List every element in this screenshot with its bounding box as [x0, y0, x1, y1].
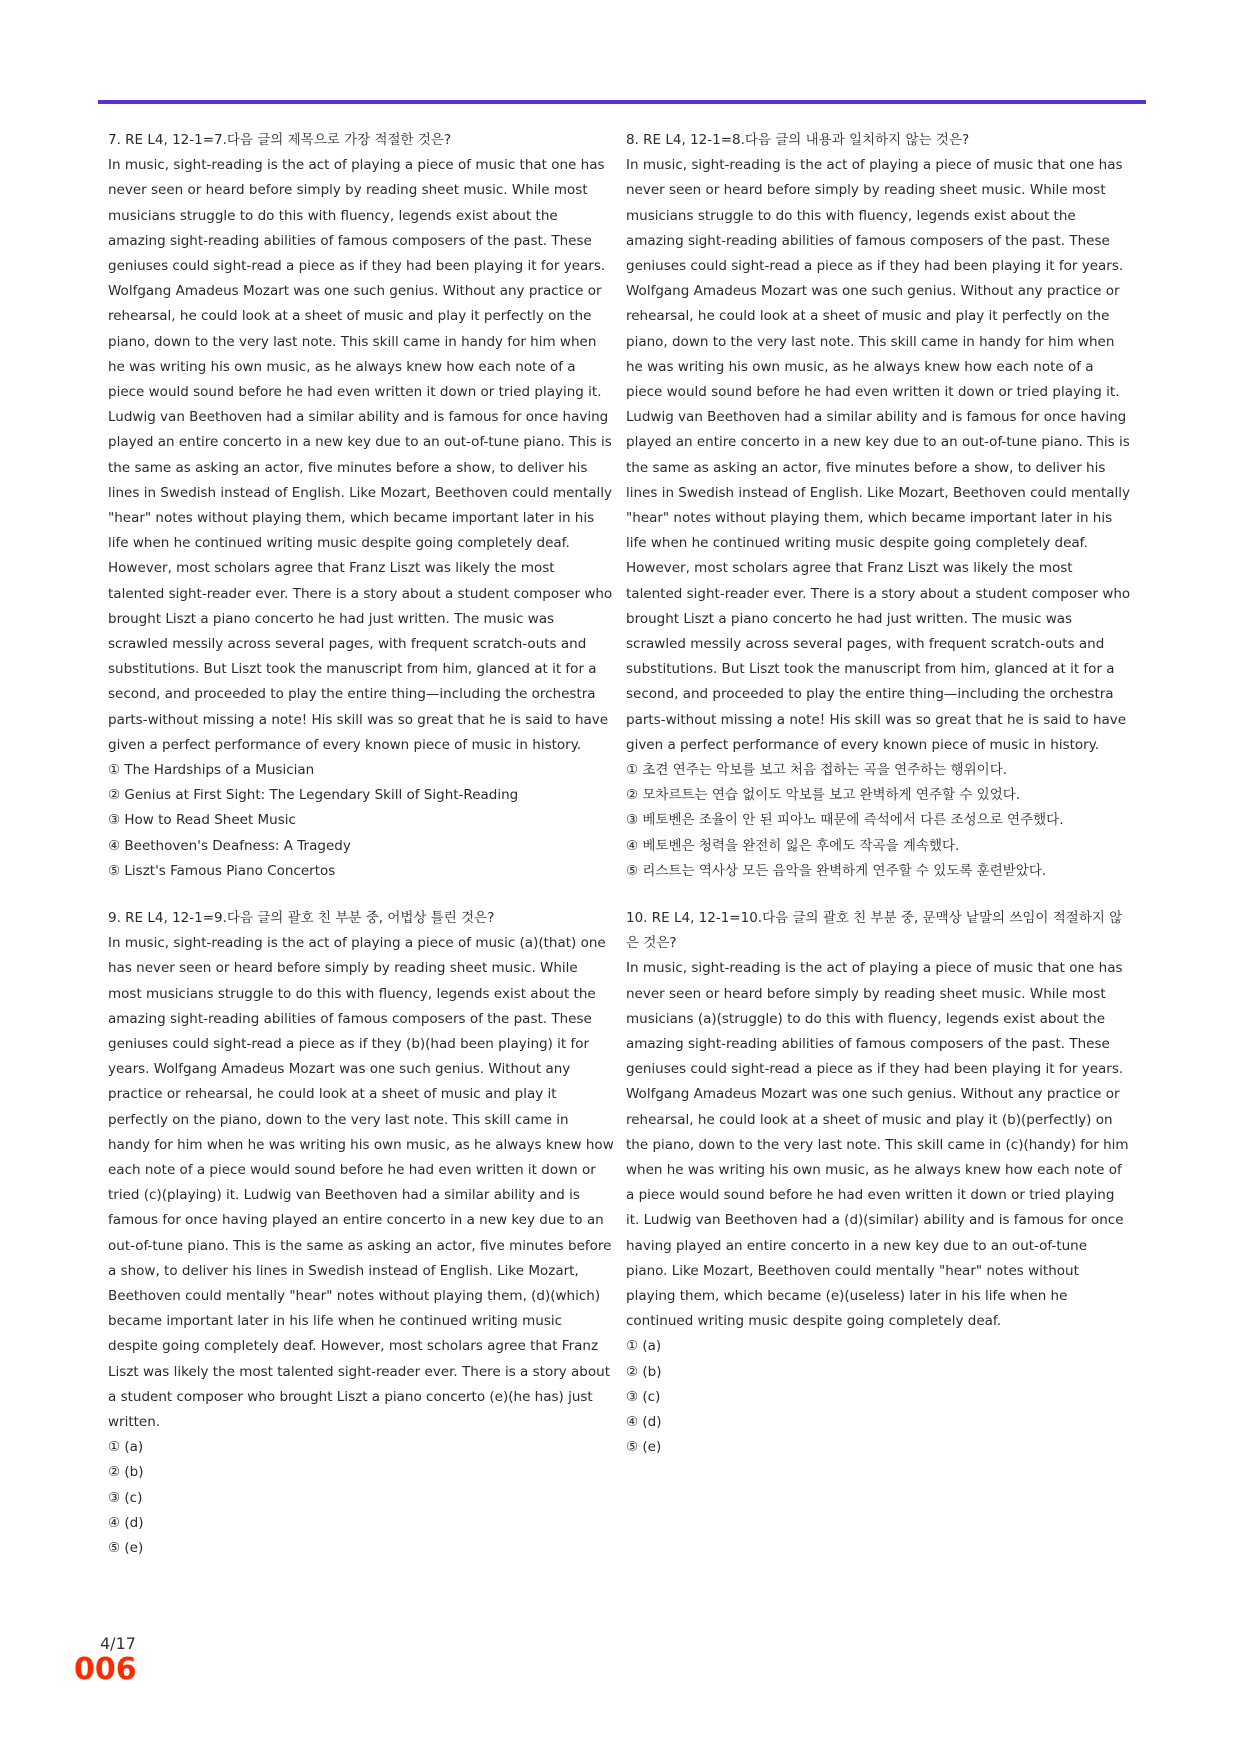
- question-passage: In music, sight-reading is the act of playing a piece of music that one has never seen or heard before simply by reading sheet music. While most musicians struggle to do this with fluency, legends exist about the amazing sight-reading abilities of famous composers of the past. These geniuses could sight-read a piece as if they had been playing it for years. Wolfgang Amadeus Mozart was one such genius. Without any practice or rehearsal, he could look at a sheet of music and play it perfectly on the piano, down to the very last note. This skill came in handy for him when he was writing his own music, as he always knew how each note of a piece would sound before he had even written it down or tried playing it. Ludwig van Beethoven had a similar ability and is famous for once having played an entire concerto in a new key due to an out-of-tune piano. This is the same as asking an actor, five minutes before a show, to deliver his lines in Swedish instead of English. Like Mozart, Beethoven could mentally "hear" notes without playing them, which became important later in his life when he continued writing music despite going completely deaf. However, most scholars agree that Franz Liszt was likely the most talented sight-reader ever. There is a story about a student composer who brought Liszt a piano concerto he had just written. The music was scrawled messily across several pages, with frequent scratch-outs and substitutions. But Liszt took the manuscript from him, glanced at it for a second, and proceeded to play the entire thing—including the orchestra parts-without missing a note! His skill was so great that he is said to have given a perfect performance of every known piece of music in history.: [108, 157, 613, 753]
- option-4[interactable]: ④ (d): [108, 1514, 144, 1531]
- question-passage: In music, sight-reading is the act of playing a piece of music (a)(that) one has never seen or heard before simply by reading sheet music. While most musicians struggle to do this with fluency, legends exist about the amazing sight-reading abilities of famous composers of the past. These geniuses could sight-read a piece as if they (b)(had been playing) it for years. Wolfgang Amadeus Mozart was one such genius. Without any practice or rehearsal, he could look at a sheet of music and play it perfectly on the piano, down to the very last note. This skill came in handy for him when he was writing his own music, as he always knew how each note of a piece would sound before he had even written it down or tried (c)(playing) it. Ludwig van Beethoven had a similar ability and is famous for once having played an entire concerto in a new key due to an out-of-tune piano. This is the same as asking an actor, five minutes before a show, to deliver his lines in Swedish instead of English. Like Mozart, Beethoven could mentally "hear" notes without playing them, (d)(which) became important later in his life when he continued writing music despite going completely deaf. However, most scholars agree that Franz Liszt was likely the most talented sight-reader ever. There is a story about a student composer who brought Liszt a piano concerto (e)(he has) just written.: [108, 935, 614, 1431]
- question-7: [108, 128, 614, 884]
- option-5[interactable]: ⑤ Liszt's Famous Piano Concertos: [108, 862, 336, 879]
- option-5[interactable]: ⑤ (e): [108, 1540, 144, 1557]
- option-1[interactable]: ① (a): [108, 1439, 144, 1456]
- option-4[interactable]: ④ 베토벤은 청력을 완전히 잃은 후에도 작곡을 계속했다.: [626, 837, 960, 854]
- option-4[interactable]: ④ Beethoven's Deafness: A Tragedy: [108, 837, 351, 854]
- option-2[interactable]: ② (b): [626, 1363, 662, 1380]
- option-list: [626, 758, 1132, 884]
- question-title: 9. RE L4, 12-1=9.다음 글의 괄호 친 부분 중, 어법상 틀린 것은?: [108, 910, 495, 926]
- option-3[interactable]: ③ (c): [626, 1388, 661, 1405]
- option-3[interactable]: ③ How to Read Sheet Music: [108, 812, 296, 829]
- page-number: 4/17: [100, 1634, 136, 1653]
- question-passage: In music, sight-reading is the act of playing a piece of music that one has never seen or heard before simply by reading sheet music. While most musicians (a)(struggle) to do this with fluency, legends exist about the amazing sight-reading abilities of famous composers of the past. These geniuses could sight-read a piece as if they had been playing it for years. Wolfgang Amadeus Mozart was one such genius. Without any practice or rehearsal, he could look at a sheet of music and play it (b)(perfectly) on the piano, down to the very last note. This skill came in (c)(handy) for him when he was writing his own music, as he always knew how each note of a piece would sound before he had even written it down or tried playing it. Ludwig van Beethoven had a (d)(similar) ability and is famous for once having played an entire concerto in a new key due to an out-of-tune piano. Like Mozart, Beethoven could mentally "hear" notes without playing them, which became (e)(useless) later in his life when he continued writing music despite going completely deaf.: [626, 960, 1129, 1330]
- question-10: [626, 906, 1132, 1460]
- option-5[interactable]: ⑤ 리스트는 역사상 모든 음악을 완벽하게 연주할 수 있도록 훈련받았다.: [626, 862, 1047, 879]
- option-2[interactable]: ② 모차르트는 연습 없이도 악보를 보고 완벽하게 연주할 수 있었다.: [626, 787, 1021, 804]
- option-5[interactable]: ⑤ (e): [626, 1439, 662, 1456]
- option-list: [108, 758, 614, 884]
- brand-logo: 006: [74, 1652, 137, 1687]
- question-passage: In music, sight-reading is the act of playing a piece of music that one has never seen or heard before simply by reading sheet music. While most musicians struggle to do this with fluency, legends exist about the amazing sight-reading abilities of famous composers of the past. These geniuses could sight-read a piece as if they had been playing it for years. Wolfgang Amadeus Mozart was one such genius. Without any practice or rehearsal, he could look at a sheet of music and play it perfectly on the piano, down to the very last note. This skill came in handy for him when he was writing his own music, as he always knew how each note of a piece would sound before he had even written it down or tried playing it. Ludwig van Beethoven had a similar ability and is famous for once having played an entire concerto in a new key due to an out-of-tune piano. This is the same as asking an actor, five minutes before a show, to deliver his lines in Swedish instead of English. Like Mozart, Beethoven could mentally "hear" notes without playing them, which became important later in his life when he continued writing music despite going completely deaf. However, most scholars agree that Franz Liszt was likely the most talented sight-reader ever. There is a story about a student composer who brought Liszt a piano concerto he had just written. The music was scrawled messily across several pages, with frequent scratch-outs and substitutions. But Liszt took the manuscript from him, glanced at it for a second, and proceeded to play the entire thing—including the orchestra parts-without missing a note! His skill was so great that he is said to have given a perfect performance of every known piece of music in history.: [626, 157, 1131, 753]
- question-title: 7. RE L4, 12-1=7.다음 글의 제목으로 가장 적절한 것은?: [108, 132, 452, 148]
- option-2[interactable]: ② (b): [108, 1464, 144, 1481]
- option-list: [626, 1334, 1132, 1460]
- option-3[interactable]: ③ (c): [108, 1489, 143, 1506]
- option-3[interactable]: ③ 베토벤은 조율이 안 된 피아노 때문에 즉석에서 다른 조성으로 연주했다.: [626, 812, 1064, 829]
- option-4[interactable]: ④ (d): [626, 1414, 662, 1431]
- option-1[interactable]: ① 초견 연주는 악보를 보고 처음 접하는 곡을 연주하는 행위이다.: [626, 762, 1008, 779]
- option-2[interactable]: ② Genius at First Sight: The Legendary Skill of Sight-Reading: [108, 787, 519, 804]
- option-list: [108, 1435, 614, 1561]
- question-8: [626, 128, 1132, 884]
- question-title: 8. RE L4, 12-1=8.다음 글의 내용과 일치하지 않는 것은?: [626, 132, 970, 148]
- question-9: [108, 906, 614, 1561]
- question-title: 10. RE L4, 12-1=10.다음 글의 괄호 친 부분 중, 문맥상 낱말의 쓰임이 적절하지 않은 것은?: [626, 910, 1123, 952]
- option-1[interactable]: ① The Hardships of a Musician: [108, 762, 315, 779]
- header-accent-bar: [98, 100, 1146, 104]
- option-1[interactable]: ① (a): [626, 1338, 662, 1355]
